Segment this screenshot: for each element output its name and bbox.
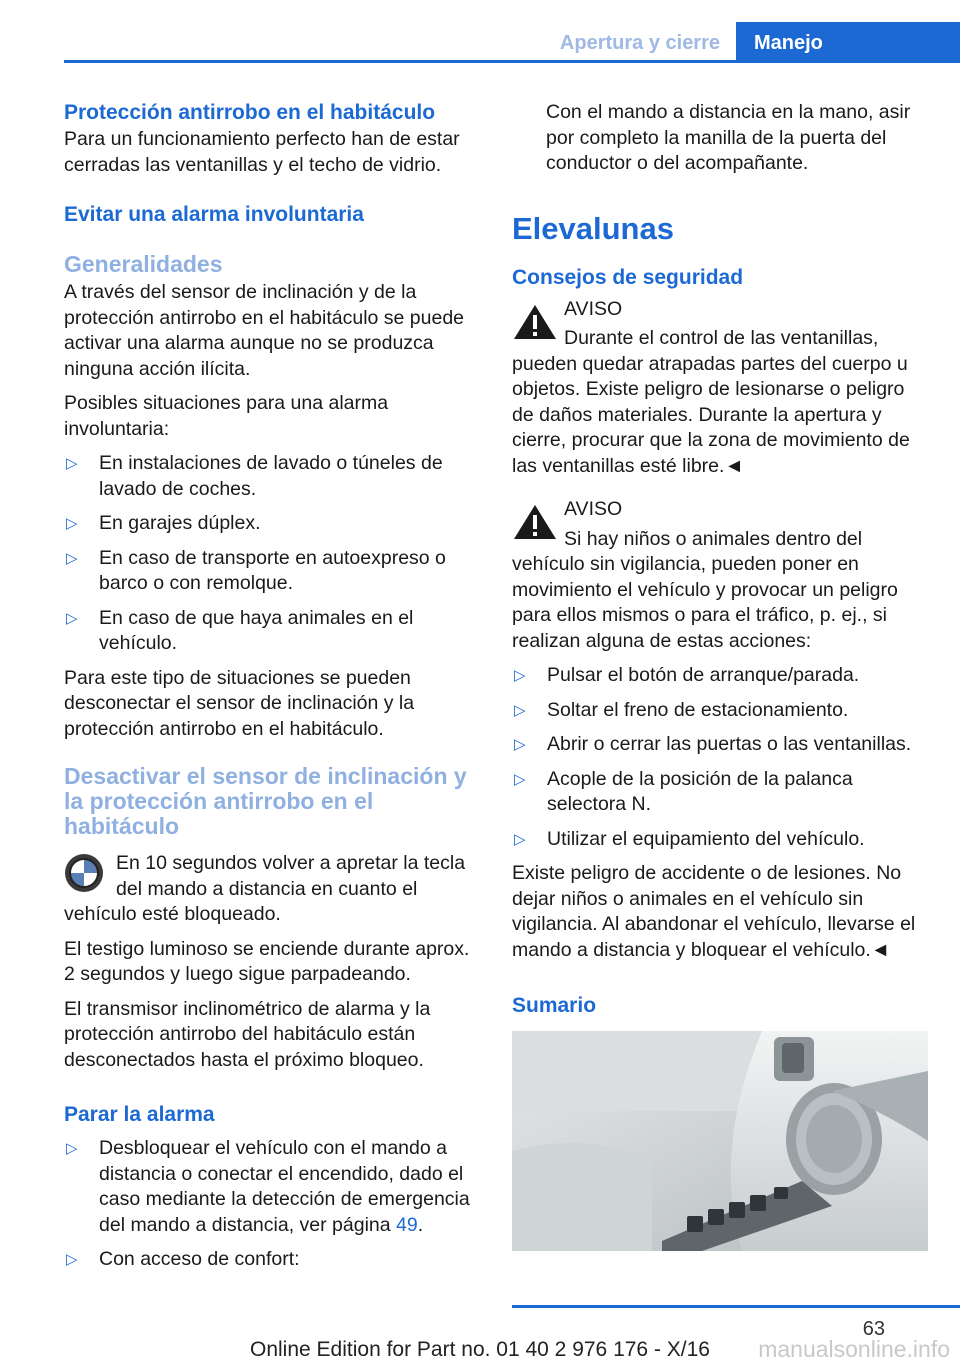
paragraph-testigo: El testigo luminoso se enciende durante aprox. 2 segundos y luego sigue parpadeando. [64, 937, 470, 985]
page-link[interactable]: 49 [396, 1213, 418, 1236]
list-item: ▷ Acople de la posición de la palanca selectora N. [514, 767, 853, 815]
list-item: ▷ En caso de que haya animales en el vehículo. [66, 606, 414, 654]
keyfob-instruction [64, 851, 480, 928]
heading-antirrobo: Protección antirrobo en el habitáculo [64, 101, 436, 124]
triangle-right-icon: ▷ [66, 455, 78, 472]
parar-list [64, 1136, 480, 1273]
paragraph-desconectar: Para este tipo de situaciones se pueden desconectar el sensor de inclinación y la protección antirrobo en el habitáculo. [64, 666, 415, 740]
triangle-right-icon: ▷ [514, 770, 526, 788]
header-rule [64, 60, 960, 63]
heading-desactivar: Desactivar el sensor de inclinación y la protección antirrobo en el habitáculo [64, 763, 467, 839]
heading-consejos: Consejos de seguridad [512, 265, 744, 289]
triangle-right-icon: ▷ [514, 701, 526, 719]
list-item: ▷ En garajes dúplex. [64, 511, 480, 537]
list-item: ▷ Con acceso de confort: [64, 1247, 480, 1273]
triangle-right-icon: ▷ [66, 515, 78, 532]
heading-elevalunas: Elevalunas [512, 210, 674, 246]
heading-evitar-alarma: Evitar una alarma involuntaria [64, 203, 364, 226]
list-item: ▷ Pulsar el botón de arranque/parada. [512, 663, 928, 689]
warning-block [512, 497, 928, 654]
list-item: ▷ En caso de transporte en autoexpreso o barco o con remolque. [66, 546, 446, 594]
right-column [512, 100, 928, 1251]
footer-edition: Online Edition for Part no. 01 40 2 976 176 - X/16 [250, 1338, 710, 1361]
list-item: ▷ Desbloquear el vehículo con el mando a distancia o conectar el encendido, dado el caso mediante la detección de emergencia del mando a distancia, ver página 49. [66, 1137, 470, 1236]
paragraph-posibles: Posibles situaciones para una alarma involuntaria: [64, 392, 389, 440]
left-column [64, 100, 480, 1282]
page-header [64, 22, 960, 62]
paragraph-mando: Con el mando a distancia en la mano, asir por completo la manilla de la puerta del conductor o del acompañante. [546, 101, 911, 174]
warning-triangle-icon [512, 503, 558, 541]
triangle-right-icon: ▷ [514, 667, 526, 684]
warning-title: AVISO [564, 498, 623, 520]
warning-block [512, 297, 928, 480]
chapter-tab[interactable]: Apertura y cierre [559, 32, 720, 54]
paragraph-peligro: Existe peligro de accidente o de lesiones. No dejar niños o animales en el vehículo sin vigilancia. Al abandonar el vehículo, llevarse el mando a distancia y bloquear el vehículo.◄ [512, 862, 916, 961]
warning-title: AVISO [564, 297, 623, 320]
warning-text: Si hay niños o animales dentro del vehículo sin vigilancia, pueden poner en movimiento el vehículo y provocar un peligro para ellos mismos o para el tráfico, p. ej., si realizan alguna de estas acciones: [512, 527, 898, 652]
triangle-right-icon: ▷ [66, 1140, 78, 1157]
triangle-right-icon: ▷ [66, 549, 78, 567]
footer-rule [512, 1305, 960, 1308]
paragraph-10-segundos: En 10 segundos volver a apretar la tecla del mando a distancia en cuanto el vehículo esté bloqueado. [64, 852, 466, 925]
heading-generalidades: Generalidades [64, 251, 223, 277]
list-item: ▷ Utilizar el equipamiento del vehículo. [512, 827, 928, 853]
door-panel-illustration [512, 1031, 928, 1251]
triangle-right-icon: ▷ [514, 830, 526, 848]
heading-sumario: Sumario [512, 994, 597, 1017]
list-item: ▷ En instalaciones de lavado o túneles de lavado de coches. [66, 452, 443, 500]
triangle-right-icon: ▷ [66, 1251, 78, 1268]
situaciones-list [64, 451, 480, 657]
heading-parar-alarma: Parar la alarma [64, 1103, 215, 1126]
triangle-right-icon: ▷ [66, 609, 78, 627]
warning-text: Durante el control de las ventanillas, pueden quedar atrapadas partes del cuerpo u objetos. Existe peligro de lesionarse o peligro de daños materiales. Durante la apertura y cierre, procurar que la zona de movimiento de las ventanillas esté libre.◄ [512, 327, 910, 477]
page-number: 63 [862, 1318, 885, 1340]
list-item: ▷ Abrir o cerrar las puertas o las ventanillas. [512, 732, 928, 758]
watermark: manualsonline.info [758, 1336, 950, 1362]
door-panel-image [512, 1031, 928, 1251]
bmw-key-button-icon [64, 853, 104, 893]
warning-triangle-icon [512, 303, 558, 341]
paragraph-transmisor: El transmisor inclinométrico de alarma y la protección antirrobo del habitáculo están desconectados hasta el próximo bloqueo. [64, 997, 431, 1071]
triangle-right-icon: ▷ [514, 736, 526, 753]
paragraph-antirrobo: Para un funcionamiento perfecto han de estar cerradas las ventanillas y el techo de vidrio. [64, 128, 460, 176]
acciones-list [512, 663, 928, 852]
paragraph-generalidades: A través del sensor de inclinación y de la protección antirrobo en el habitáculo se puede activar una alarma aunque no se produzca ninguna acción ilícita. [64, 281, 465, 380]
section-tab[interactable]: Manejo [736, 22, 960, 60]
list-item: ▷ Soltar el freno de estacionamiento. [512, 698, 928, 724]
